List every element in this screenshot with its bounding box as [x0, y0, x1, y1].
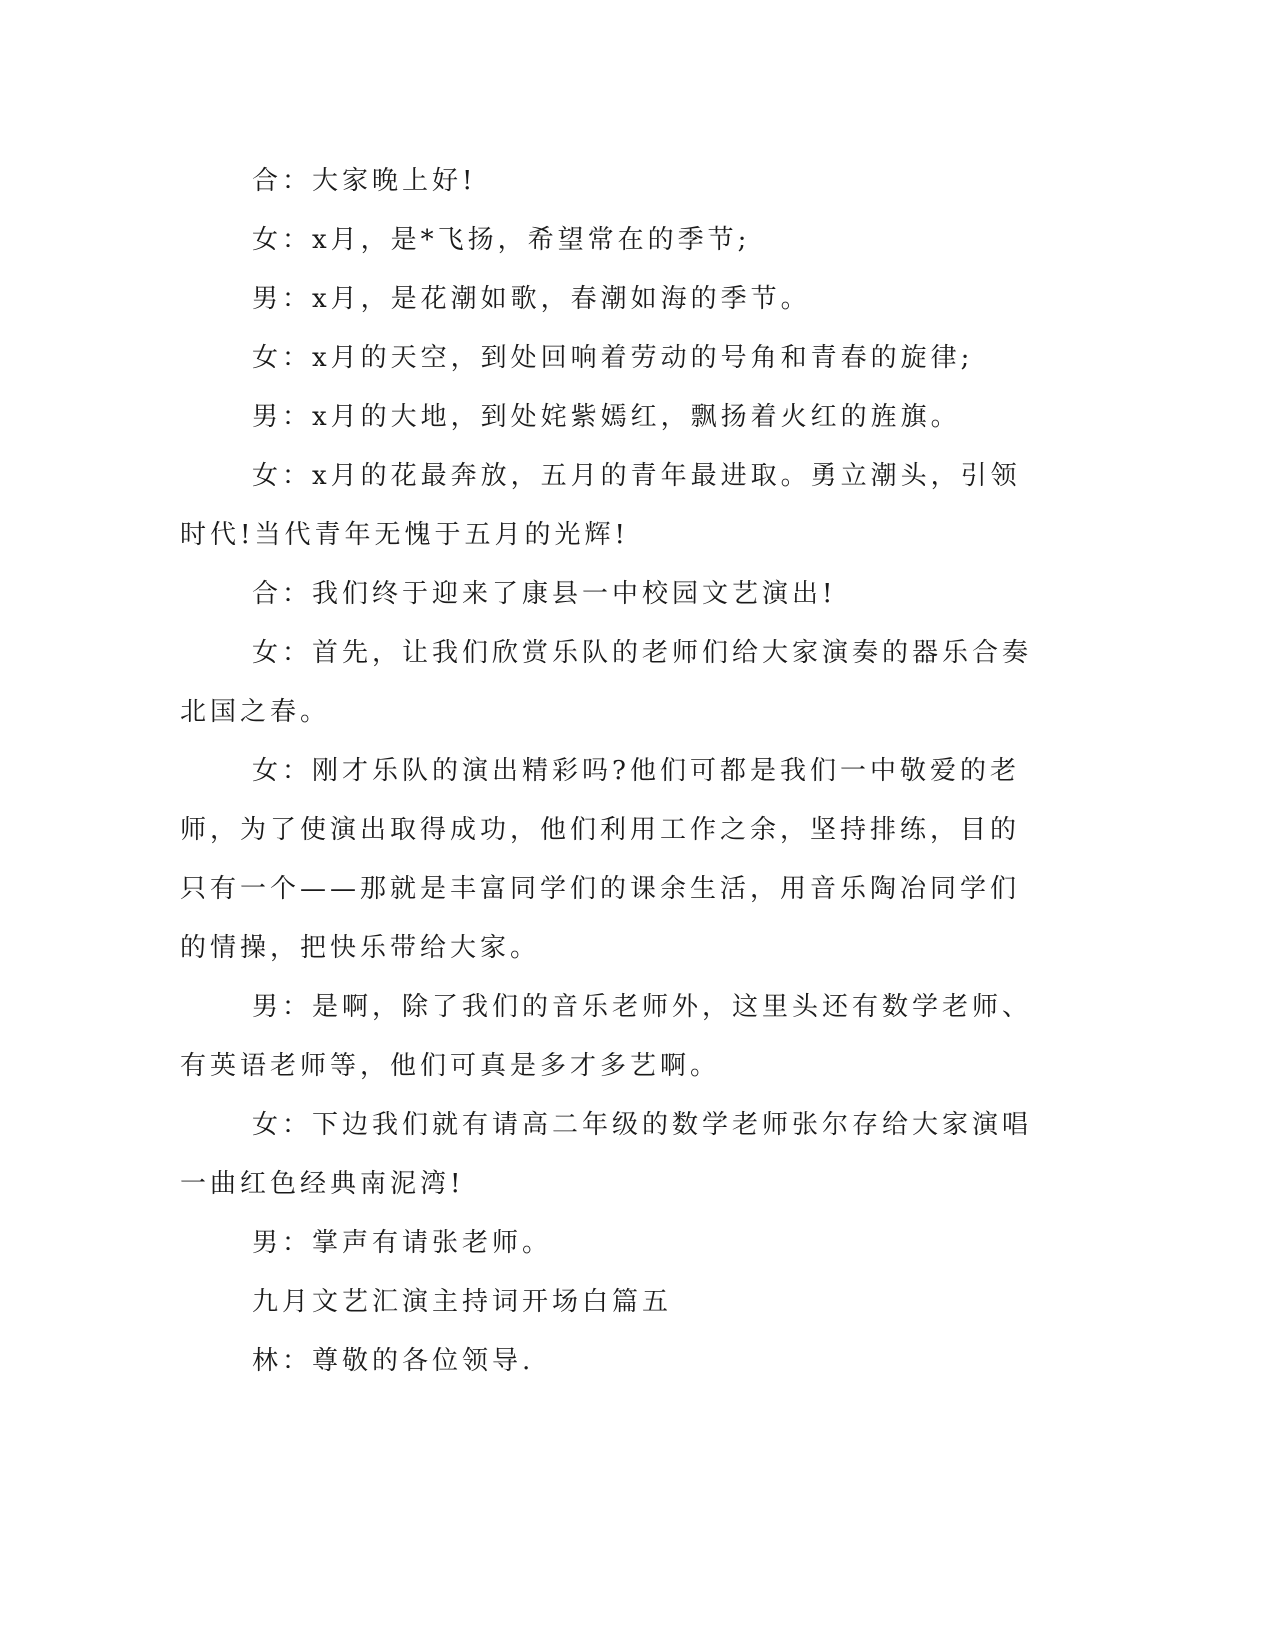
paragraph-11: 女：下边我们就有请高二年级的数学老师张尔存给大家演唱一曲红色经典南泥湾! [180, 1110, 1033, 1199]
paragraph-9: 女：刚才乐队的演出精彩吗?他们可都是我们一中敬爱的老师，为了使演出取得成功，他们利用工作之余，坚持排练，目的只有一个——那就是丰富同学们的课余生活，用音乐陶冶同学们的情操，把快乐带给大家。 [180, 756, 1021, 963]
paragraph-3: 男：x月，是花潮如歌，春潮如海的季节。 [252, 284, 811, 314]
paragraph-4: 女：x月的天空，到处回响着劳动的号角和青春的旋律; [252, 343, 974, 373]
paragraph-2: 女：x月，是*飞扬，希望常在的季节; [252, 225, 751, 255]
document-page [180, 152, 1040, 1391]
paragraph-8: 女：首先，让我们欣赏乐队的老师们给大家演奏的器乐合奏北国之春。 [180, 638, 1033, 727]
paragraph-14: 林：尊敬的各位领导. [252, 1346, 535, 1376]
paragraph-1: 合：大家晚上好! [252, 166, 477, 196]
paragraph-12: 男：掌声有请张老师。 [252, 1228, 553, 1258]
section-heading: 九月文艺汇演主持词开场白篇五 [252, 1287, 673, 1317]
paragraph-10: 男：是啊，除了我们的音乐老师外，这里头还有数学老师、有英语老师等，他们可真是多才多艺啊。 [180, 992, 1033, 1081]
paragraph-5: 男：x月的大地，到处姹紫嫣红，飘扬着火红的旌旗。 [252, 402, 961, 432]
paragraph-7: 合：我们终于迎来了康县一中校园文艺演出! [252, 579, 837, 609]
paragraph-6: 女：x月的花最奔放，五月的青年最进取。勇立潮头，引领时代!当代青年无愧于五月的光辉! [180, 461, 1021, 550]
